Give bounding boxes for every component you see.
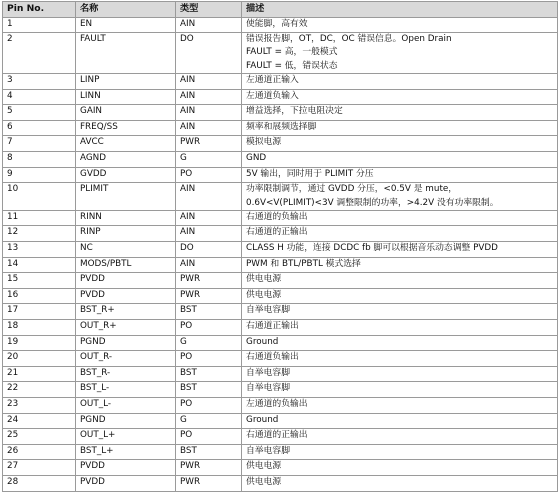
description-line: 供电电源 <box>246 476 282 487</box>
pin-name-cell: PVDD <box>76 460 176 476</box>
pin-name-cell: NC <box>76 242 176 258</box>
pin-name-cell: AGND <box>76 152 176 168</box>
description-line: 自举电容脚 <box>246 367 290 378</box>
table-row <box>3 413 558 429</box>
pin-number-cell: 7 <box>3 136 76 152</box>
table-row <box>3 136 558 152</box>
pin-name-cell: PLIMIT <box>76 183 176 211</box>
pin-name-cell: OUT_R- <box>76 351 176 367</box>
pin-description-cell <box>242 183 558 211</box>
pin-name-cell: MODS/PBTL <box>76 257 176 273</box>
pin-description-cell <box>242 242 558 258</box>
pin-type-cell: AIN <box>176 210 242 226</box>
pin-description-cell <box>242 475 558 491</box>
header-pin-no: Pin No. <box>3 2 76 18</box>
pin-name-cell: EN <box>76 17 176 33</box>
pin-number-cell: 21 <box>3 366 76 382</box>
table-row <box>3 288 558 304</box>
pin-type-cell: PO <box>176 351 242 367</box>
pin-type-cell: BST <box>176 366 242 382</box>
description-line: 功率限制调节，通过 GVDD 分压，<0.5V 是 mute， <box>246 184 458 195</box>
table-row <box>3 429 558 445</box>
description-line: 使能脚，高有效 <box>246 18 308 29</box>
pin-type-cell: PO <box>176 397 242 413</box>
description-line: 频率和展频选择脚 <box>246 121 317 132</box>
table-row <box>3 257 558 273</box>
pin-name-cell: BST_R+ <box>76 304 176 320</box>
pin-name-cell: BST_L+ <box>76 444 176 460</box>
description-line: 右通道的正输出 <box>246 227 308 238</box>
pin-type-cell: G <box>176 413 242 429</box>
pin-type-cell: BST <box>176 382 242 398</box>
header-name: 名称 <box>76 2 176 18</box>
pin-type-cell: AIN <box>176 120 242 136</box>
table-row <box>3 120 558 136</box>
pin-name-cell: LINN <box>76 89 176 105</box>
pin-description-cell <box>242 429 558 445</box>
table-row <box>3 351 558 367</box>
description-line: 模拟电源 <box>246 137 282 148</box>
description-line: 右通道正输出 <box>246 320 299 331</box>
table-row <box>3 273 558 289</box>
pin-type-cell: PWR <box>176 460 242 476</box>
pin-description-cell <box>242 382 558 398</box>
pin-description-cell <box>242 105 558 121</box>
pin-number-cell: 27 <box>3 460 76 476</box>
pin-type-cell: PWR <box>176 475 242 491</box>
pin-description-cell <box>242 288 558 304</box>
pin-number-cell: 12 <box>3 226 76 242</box>
pin-type-cell: AIN <box>176 226 242 242</box>
table-row <box>3 444 558 460</box>
pin-number-cell: 22 <box>3 382 76 398</box>
pin-number-cell: 3 <box>3 74 76 90</box>
pin-number-cell: 4 <box>3 89 76 105</box>
pin-name-cell: GAIN <box>76 105 176 121</box>
pin-number-cell: 6 <box>3 120 76 136</box>
pin-name-cell: FREQ/SS <box>76 120 176 136</box>
pin-number-cell: 5 <box>3 105 76 121</box>
pin-type-cell: AIN <box>176 17 242 33</box>
pin-type-cell: AIN <box>176 105 242 121</box>
pin-type-cell: AIN <box>176 257 242 273</box>
description-line: 供电电源 <box>246 461 282 472</box>
pin-number-cell: 17 <box>3 304 76 320</box>
pin-number-cell: 23 <box>3 397 76 413</box>
pin-type-cell: PWR <box>176 273 242 289</box>
pin-description-cell <box>242 257 558 273</box>
pin-description-cell <box>242 152 558 168</box>
pin-number-cell: 16 <box>3 288 76 304</box>
pin-number-cell: 24 <box>3 413 76 429</box>
pin-number-cell: 13 <box>3 242 76 258</box>
pin-name-cell: OUT_L+ <box>76 429 176 445</box>
pin-description-cell <box>242 226 558 242</box>
pin-description-cell <box>242 413 558 429</box>
pin-type-cell: G <box>176 335 242 351</box>
pin-description-cell <box>242 444 558 460</box>
pin-number-cell: 15 <box>3 273 76 289</box>
pin-type-cell: AIN <box>176 89 242 105</box>
table-row <box>3 210 558 226</box>
pin-description-cell <box>242 397 558 413</box>
pin-type-cell: BST <box>176 304 242 320</box>
pin-number-cell: 14 <box>3 257 76 273</box>
pin-table-body <box>3 17 558 491</box>
pin-name-cell: PVDD <box>76 475 176 491</box>
pin-type-cell: PO <box>176 167 242 183</box>
table-row <box>3 105 558 121</box>
description-line: 供电电源 <box>246 274 282 285</box>
description-line: 左通道正输入 <box>246 75 299 86</box>
pin-name-cell: PVDD <box>76 288 176 304</box>
description-line: Ground <box>246 336 279 347</box>
pin-name-cell: RINP <box>76 226 176 242</box>
table-row <box>3 382 558 398</box>
table-row <box>3 89 558 105</box>
table-row <box>3 242 558 258</box>
pin-name-cell: PVDD <box>76 273 176 289</box>
pin-description-cell <box>242 366 558 382</box>
description-line: 自举电容脚 <box>246 445 290 456</box>
pin-number-cell: 2 <box>3 33 76 74</box>
pin-type-cell: AIN <box>176 183 242 211</box>
table-row <box>3 183 558 211</box>
table-row <box>3 226 558 242</box>
pin-number-cell: 26 <box>3 444 76 460</box>
pin-description-cell <box>242 351 558 367</box>
pin-type-cell: DO <box>176 242 242 258</box>
pin-number-cell: 20 <box>3 351 76 367</box>
pin-number-cell: 9 <box>3 167 76 183</box>
pin-description-cell <box>242 304 558 320</box>
pin-number-cell: 1 <box>3 17 76 33</box>
pin-type-cell: PO <box>176 429 242 445</box>
description-line: 增益选择，下拉电阻决定 <box>246 106 343 117</box>
table-row <box>3 366 558 382</box>
description-line: Ground <box>246 414 279 425</box>
description-line: FAULT = 低，错误状态 <box>246 60 338 71</box>
header-type: 类型 <box>176 2 242 18</box>
header-row <box>3 2 558 18</box>
table-row <box>3 397 558 413</box>
description-line: PWM 和 BTL/PBTL 模式选择 <box>246 258 361 269</box>
pin-description-cell <box>242 136 558 152</box>
pin-number-cell: 10 <box>3 183 76 211</box>
pin-type-cell: PWR <box>176 136 242 152</box>
table-row <box>3 319 558 335</box>
pin-name-cell: BST_L- <box>76 382 176 398</box>
pin-name-cell: AVCC <box>76 136 176 152</box>
pin-description-cell <box>242 273 558 289</box>
pin-number-cell: 25 <box>3 429 76 445</box>
description-line: GND <box>246 153 267 164</box>
pin-name-cell: OUT_L- <box>76 397 176 413</box>
pin-name-cell: GVDD <box>76 167 176 183</box>
description-line: 右通道的负输出 <box>246 211 308 222</box>
pin-name-cell: PGND <box>76 335 176 351</box>
description-line: FAULT = 高，一般模式 <box>246 47 338 58</box>
table-row <box>3 460 558 476</box>
table-row <box>3 335 558 351</box>
pin-type-cell: PO <box>176 319 242 335</box>
table-row <box>3 304 558 320</box>
pin-description-cell <box>242 167 558 183</box>
pin-name-cell: RINN <box>76 210 176 226</box>
pin-description-cell <box>242 319 558 335</box>
pin-name-cell: LINP <box>76 74 176 90</box>
description-line: 右通道的正输出 <box>246 430 308 441</box>
pin-type-cell: BST <box>176 444 242 460</box>
table-row <box>3 33 558 74</box>
description-line: 0.6V<V(PLIMIT)<3V 调整限制的功率，>4.2V 没有功率限制。 <box>246 197 499 208</box>
description-line: 左通道的负输出 <box>246 398 308 409</box>
header-description: 描述 <box>242 2 558 18</box>
pin-table <box>2 1 558 492</box>
pin-description-cell <box>242 210 558 226</box>
description-line: CLASS H 功能，连接 DCDC fb 脚可以根据音乐动态调整 PVDD <box>246 243 498 254</box>
pin-description-cell <box>242 460 558 476</box>
pin-description-cell <box>242 33 558 74</box>
table-row <box>3 475 558 491</box>
table-row <box>3 167 558 183</box>
description-line: 自举电容脚 <box>246 305 290 316</box>
pin-description-cell <box>242 17 558 33</box>
table-row <box>3 152 558 168</box>
description-line: 5V 输出，同时用于 PLIMIT 分压 <box>246 168 374 179</box>
pin-number-cell: 11 <box>3 210 76 226</box>
description-line: 左通道负输入 <box>246 90 299 101</box>
pin-name-cell: OUT_R+ <box>76 319 176 335</box>
pin-number-cell: 19 <box>3 335 76 351</box>
description-line: 右通道负输出 <box>246 352 299 363</box>
pin-type-cell: AIN <box>176 74 242 90</box>
pin-type-cell: DO <box>176 33 242 74</box>
description-line: 错误报告脚，OT，DC，OC 错误信息。Open Drain <box>246 34 452 45</box>
pin-description-cell <box>242 335 558 351</box>
pin-name-cell: BST_R- <box>76 366 176 382</box>
description-line: 自举电容脚 <box>246 383 290 394</box>
pin-number-cell: 8 <box>3 152 76 168</box>
pin-description-cell <box>242 120 558 136</box>
pin-name-cell: PGND <box>76 413 176 429</box>
pin-number-cell: 28 <box>3 475 76 491</box>
pin-type-cell: PWR <box>176 288 242 304</box>
pin-type-cell: G <box>176 152 242 168</box>
table-row <box>3 74 558 90</box>
pin-description-cell <box>242 74 558 90</box>
pin-number-cell: 18 <box>3 319 76 335</box>
table-row <box>3 17 558 33</box>
description-line: 供电电源 <box>246 289 282 300</box>
pin-description-cell <box>242 89 558 105</box>
pin-name-cell: FAULT <box>76 33 176 74</box>
